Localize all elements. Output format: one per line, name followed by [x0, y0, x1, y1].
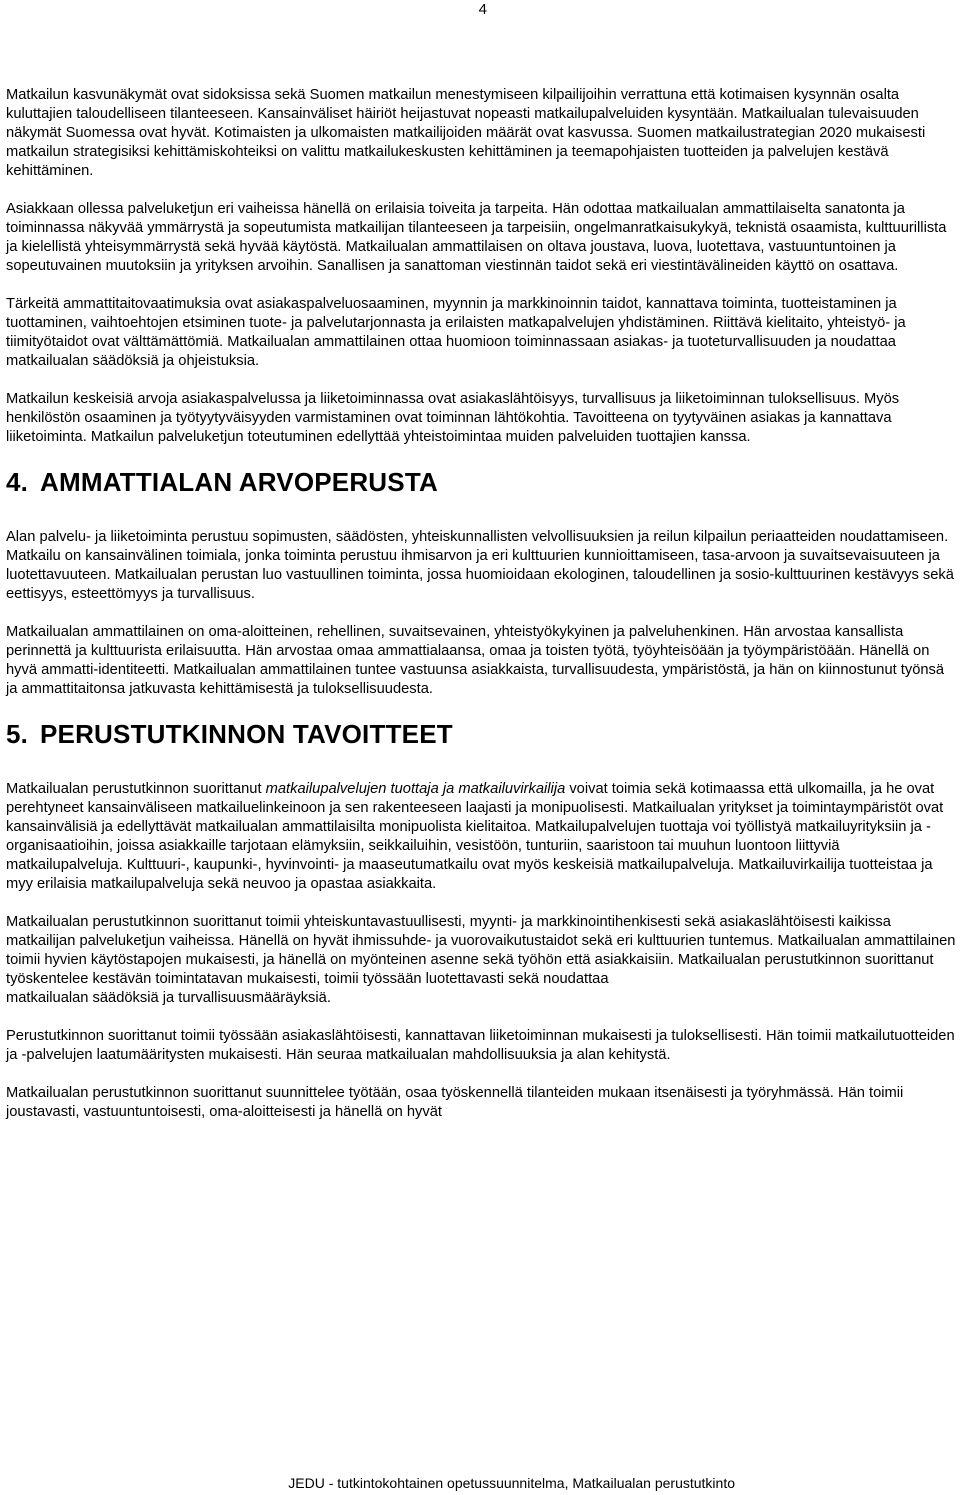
section-5-p2-main: Matkailualan perustutkinnon suorittanut toimii yhteiskuntavastuullisesti, myynti- ja markkinointihenkisesti sekä asiakaslähtöisesti kaikissa matkailijan palveluketjun vaiheissa. Hänellä on hyvät ihmissuhde- ja vuorovaikutustaidot sekä eri kulttuurien tuntemus. Matkailualan ammattilainen toimii hyvien käytöstapojen mukaisesti, ja hänellä on myönteinen asenne sekä työhön että asiakkaisiin. Matkailualan perustutkinnon suorittanut työskentelee kestävän toimintatavan mukaisesti, toimii työssään luotettavasti sekä noudattaa — [6, 914, 956, 987]
section-4-heading — [6, 466, 956, 498]
section-4-paragraph-1: Alan palvelu- ja liiketoiminta perustuu sopimusten, säädösten, yhteiskunnallisten velvollisuuksien ja reilun kilpailun periaatteiden noudattamiseen. Matkailu on kansainvälinen toimiala, jonka toiminta perustuu ihmisarvon ja eri kulttuurien kunnioittamiseen, tasa-arvoon ja suvaitsevaisuuteen ja luotettavuuteen. Matkailualan perustan luo vastuullinen toiminta, jossa huomioidaan ekologinen, taloudellinen ja sosio-kulttuurinen kestävyys sekä eettisyys, esteettömyys ja turvallisuus. — [6, 529, 954, 602]
section-5-heading — [6, 718, 956, 750]
section-5-p1-start: Matkailualan perustutkinnon suorittanut — [6, 781, 266, 797]
section-5-number: 5. — [6, 719, 29, 749]
section-5-paragraph-4: Matkailualan perustutkinnon suorittanut suunnittelee työtään, osaa työskennellä tilanteiden mukaan itsenäisesti ja työryhmässä. Hän toimii joustavasti, vastuuntuntoisesti, oma-aloitteisesti ja hänellä on hyvät — [6, 1085, 904, 1120]
page-footer: JEDU - tutkintokohtainen opetussuunnitelma, Matkailualan perustutkinto — [288, 1475, 735, 1491]
section-4-number: 4. — [6, 467, 29, 497]
paragraph-skill-requirements: Tärkeitä ammattitaitovaatimuksia ovat asiakaspalveluosaaminen, myynnin ja markkinoinnin taidot, kannattava toiminta, tuotteistaminen ja tuottaminen, vaihtoehtojen etsiminen tuote- ja palvelutarjonnasta ja erilaisten matkapalvelujen yhdistäminen. Riittävä kielitaito, yhteistyö- ja tiimityötaidot ovat välttämättömiä. Matkailualan ammattilainen ottaa huomioon toiminnassaan asiakas- ja tuoteturvallisuuden ja noudattaa matkailualan säädöksiä ja ohjeistuksia. — [6, 296, 906, 369]
paragraph-outlook: Matkailun kasvunäkymät ovat sidoksissa sekä Suomen matkailun menestymiseen kilpailijoihin verrattuna että kotimaisen kysynnän osalta kuluttajien taloudelliseen tilanteeseen. Kansainväliset häiriöt heijastuvat nopeasti matkailupalveluiden kysyntään. Matkailualan tulevaisuuden näkymät Suomessa ovat hyvät. Kotimaisten ja ulkomaisten matkailijoiden määrät ovat kasvussa. Suomen matkailustrategian 2020 mukaisesti matkailun strategisiksi kehittämiskohteiksi on valittu matkailukeskusten kehittäminen ja teemapohjaisten tuotteiden ja palvelujen kestävä kehittäminen. — [6, 87, 926, 179]
paragraph-core-values: Matkailun keskeisiä arvoja asiakaspalvelussa ja liiketoiminnassa ovat asiakaslähtöisyys, turvallisuus ja liiketoiminnan tuloksellisuus. Myös henkilöstön osaaminen ja työtyytyväisyyden varmistaminen ovat toiminnan lähtökohtia. Tavoitteena on tyytyväinen asiakas ja kannattava liiketoiminta. Matkailun palveluketjun toteutuminen edellyttää yhteistoimintaa muiden palveluiden tuottajien kanssa. — [6, 391, 900, 445]
section-5-paragraph-1 — [6, 780, 956, 894]
section-5-paragraph-2 — [6, 913, 956, 1008]
document-body — [6, 86, 956, 1122]
section-5-p1-italic: matkailupalvelujen tuottaja ja matkailuvirkailija — [265, 781, 566, 797]
section-4-paragraph-2: Matkailualan ammattilainen on oma-aloitteinen, rehellinen, suvaitsevainen, yhteistyökykyinen ja palveluhenkinen. Hän arvostaa kansallista perinnettä ja kulttuurista erilaisuutta. Hän arvostaa omaa ammattialaansa, omaa ja toisten työtä, työyhteisöään ja työympäristöään. Hänellä on hyvä ammatti-identiteetti. Matkailualan ammattilainen tuntee vastuunsa asiakkaista, turvallisuudesta, ympäristöstä, ja hän on kiinnostunut työnsä ja ammattitaitonsa jatkuvasta kehittämisestä ja tuloksellisuudesta. — [6, 624, 945, 697]
paragraph-customer-needs: Asiakkaan ollessa palveluketjun eri vaiheissa hänellä on erilaisia toiveita ja tarpeita. Hän odottaa matkailualan ammattilaiselta sanatonta ja toiminnassa näkyvää ymmärrystä ja sopeutumista matkailijan tilanteeseen ja tarpeisiin, ongelmanratkaisukykyä, teknistä osaamista, kulttuurillista ja kielellistä yhteisymmärrystä sekä hyvää käytöstä. Matkailualan ammattilaisen on oltava joustava, luova, luotettava, vastuuntuntoinen ja sopeutuvainen muutoksiin ja yrityksen arvoihin. Sanallisen ja sanattoman viestinnän taidot sekä eri viestintävälineiden käyttö on osattava. — [6, 201, 947, 274]
section-4-title: AMMATTIALAN ARVOPERUSTA — [40, 467, 438, 497]
section-5-title: PERUSTUTKINNON TAVOITTEET — [40, 719, 453, 749]
section-5-paragraph-3: Perustutkinnon suorittanut toimii työssään asiakaslähtöisesti, kannattavan liiketoiminnan mukaisesti ja tuloksellisesti. Hän toimii matkailutuotteiden ja -palvelujen laatumääritysten mukaisesti. Hän seuraa matkailualan mahdollisuuksia ja alan kehitystä. — [6, 1028, 955, 1063]
page-number: 4 — [478, 1, 487, 18]
section-5-p2-last: matkailualan säädöksiä ja turvallisuusmääräyksiä. — [6, 990, 331, 1006]
section-5-p1-rest: voivat toimia sekä kotimaassa että ulkomailla, ja he ovat perehtyneet kansainväliseen matkailuelinkeinoon ja sen rakenteeseen laajasti ja monipuolisesti. Matkailualan yritykset ja toimintaympäristöt ovat kansainvälisiä ja edellyttävät matkailualan ammattilaisilta monipuolista kielitaitoa. Matkailupalvelujen tuottaja voi työllistyä matkailuyrityksiin ja -organisaatioihin, joissa asiakkaille tarjotaan elämyksiin, seikkailuihin, vesistöön, tunturiin, saaristoon tai muuhun luontoon liittyviä matkailupalveluja. Kulttuuri-, kaupunki-, hyvinvointi- ja maaseutumatkailu ovat myös keskeisiä matkailupalveluja. Matkailuvirkailija tuotteistaa ja myy erilaisia matkailupalveluja sekä neuvoo ja opastaa asiakkaita. — [6, 781, 944, 892]
